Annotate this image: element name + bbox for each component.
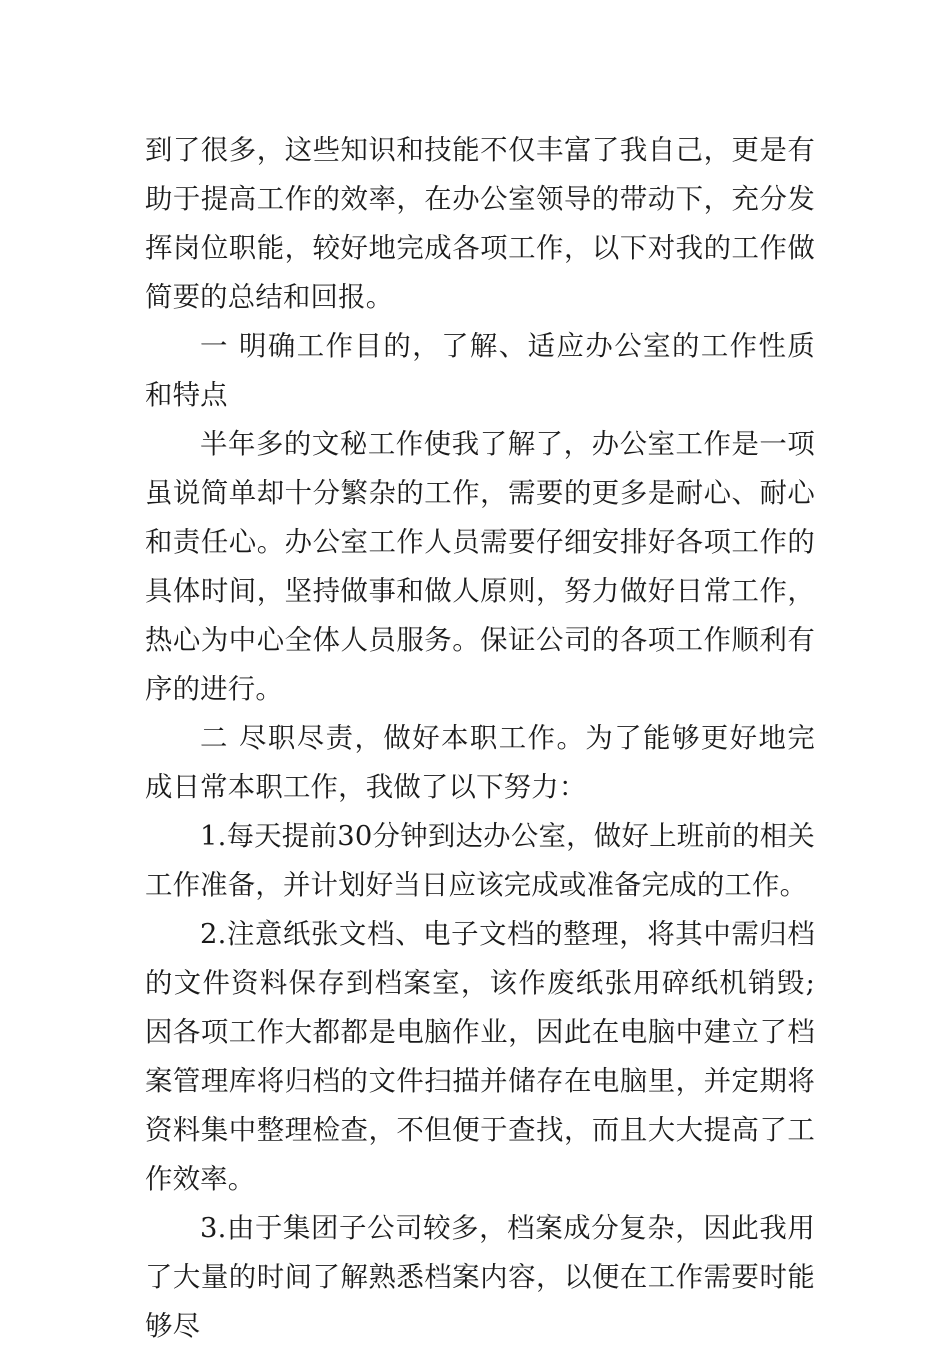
list-item-2: 2.注意纸张文档、电子文档的整理，将其中需归档的文件资料保存到档案室，该作废纸张用碎纸机销毁;因各项工作大都都是电脑作业，因此在电脑中建立了档案管理库将归档的文件扫描并储存在电脑里，并定期将资料集中整理检查，不但便于查找，而且大大提高了工作效率。 [145,919,815,1195]
section-heading-2: 二 尽职尽责，做好本职工作。为了能够更好地完成日常本职工作，我做了以下努力： [145,723,815,803]
section-heading-1: 一 明确工作目的，了解、适应办公室的工作性质和特点 [145,331,815,411]
list-item-1: 1.每天提前30分钟到达办公室，做好上班前的相关工作准备，并计划好当日应该完成或准备完成的工作。 [145,821,815,901]
document-body [145,126,815,1351]
paragraph-continuation: 到了很多，这些知识和技能不仅丰富了我自己，更是有助于提高工作的效率，在办公室领导的带动下，充分发挥岗位职能，较好地完成各项工作，以下对我的工作做简要的总结和回报。 [145,135,815,313]
paragraph-office-work: 半年多的文秘工作使我了解了，办公室工作是一项虽说简单却十分繁杂的工作，需要的更多是耐心、耐心和责任心。办公室工作人员需要仔细安排好各项工作的具体时间，坚持做事和做人原则，努力做好日常工作，热心为中心全体人员服务。保证公司的各项工作顺利有序的进行。 [145,429,815,705]
list-item-3: 3.由于集团子公司较多，档案成分复杂，因此我用了大量的时间了解熟悉档案内容，以便在工作需要时能够尽 [145,1213,815,1342]
